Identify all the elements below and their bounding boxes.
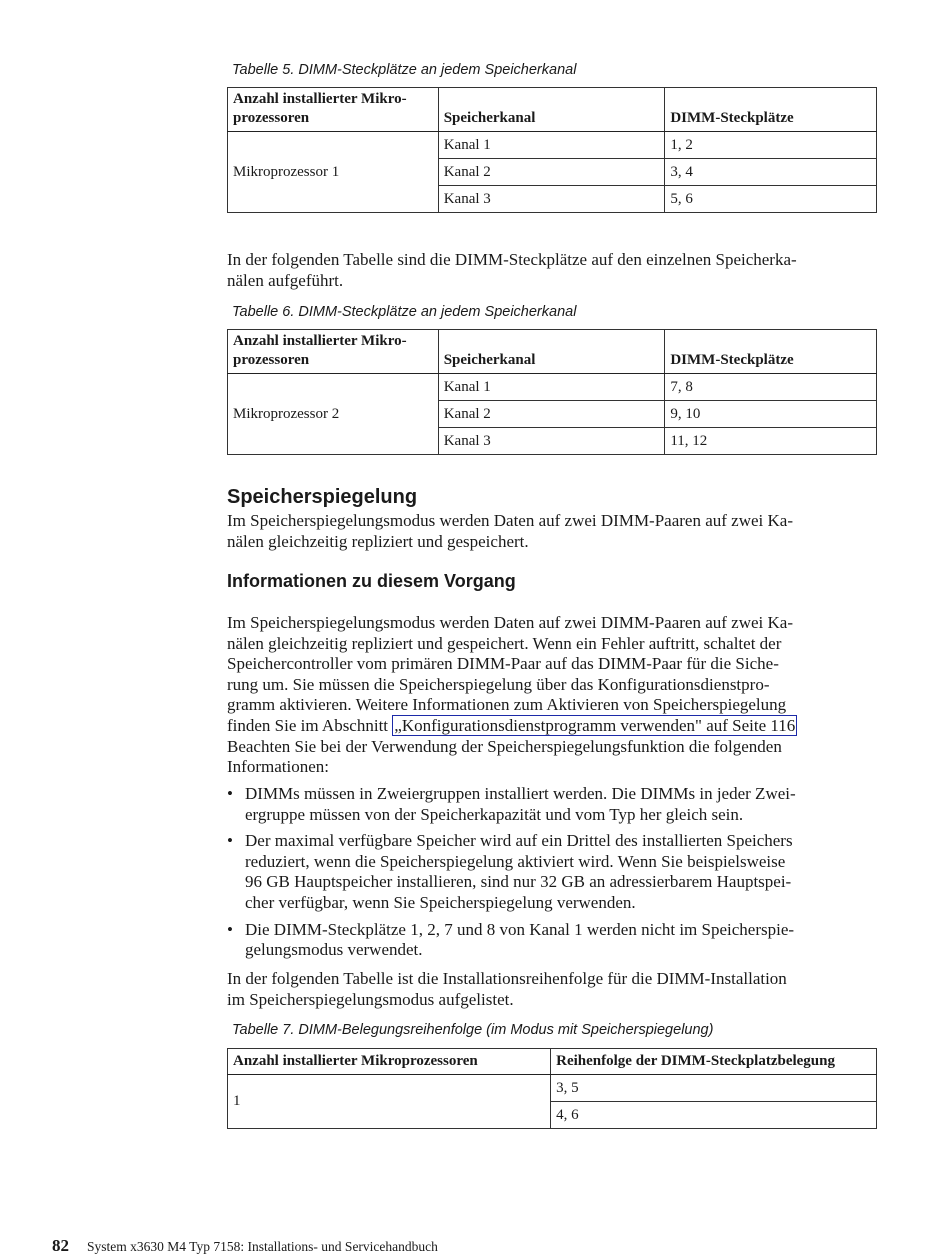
config-utility-link[interactable]: „Konfigurationsdienstprogramm verwenden" auf Seite 116 bbox=[394, 715, 796, 735]
body-text-before-link: Im Speicherspiegelungsmodus werden Daten auf zwei DIMM-Paaren auf zwei Ka- nälen gleichzeitig repliziert und gespeichert. Wenn ein Fehler auftritt, schaltet der Speichercontroller vom primären DIMM-Paar auf das DIMM-Paar für die Siche- rung um. Sie müssen die Speicherspiegelung über das Konfigurationsdienstpro- gramm aktivieren. Weitere Informationen zum Aktivieren von Speicherspiegelung finden Sie im Abschnitt bbox=[227, 613, 793, 735]
page-footer bbox=[52, 1236, 438, 1256]
table5-channel-cell: Kanal 1 bbox=[438, 132, 665, 159]
table-row bbox=[228, 374, 877, 401]
subsection-heading: Informationen zu diesem Vorgang bbox=[227, 571, 516, 591]
table5-header-processors: Anzahl installierter Mikro- prozessoren bbox=[228, 88, 439, 132]
page-number: 82 bbox=[52, 1236, 69, 1255]
subsection-body bbox=[227, 613, 877, 778]
table6-caption: Tabelle 6. DIMM-Steckplätze an jedem Speicherkanal bbox=[232, 304, 577, 320]
table5-processor-cell: Mikroprozessor 1 bbox=[228, 132, 439, 213]
table6-processor-cell: Mikroprozessor 2 bbox=[228, 374, 439, 455]
list-item bbox=[227, 831, 877, 913]
table6-slots-cell: 11, 12 bbox=[665, 428, 877, 455]
bullet-text: DIMMs müssen in Zweiergruppen installiert werden. Die DIMMs in jeder Zwei- ergruppe müssen von der Speicherkapazität und vom Typ her gleich sein. bbox=[245, 784, 796, 824]
table7-header-processors: Anzahl installierter Mikroprozessoren bbox=[228, 1049, 551, 1075]
table7 bbox=[227, 1048, 877, 1129]
table7-order-cell: 4, 6 bbox=[551, 1102, 877, 1129]
table6-channel-cell: Kanal 2 bbox=[438, 401, 665, 428]
bullet-icon: • bbox=[227, 919, 233, 939]
table6-slots-cell: 9, 10 bbox=[665, 401, 877, 428]
table-row bbox=[228, 1075, 877, 1102]
table6-channel-cell: Kanal 1 bbox=[438, 374, 665, 401]
table5-slots-cell: 3, 4 bbox=[665, 159, 877, 186]
table5-header-channel: Speicherkanal bbox=[438, 88, 665, 132]
body-text-after-link: Beachten Sie bei der Verwendung der Speicherspiegelungsfunktion die folgenden Informationen: bbox=[227, 736, 782, 777]
bullet-text: Der maximal verfügbare Speicher wird auf ein Drittel des installierten Speichers reduziert, wenn die Speicherspiegelung aktiviert wird. Wenn Sie beispielsweise 96 GB Hauptspeicher installieren, sind nur 32 GB an adressierbarem Hauptspei- cher verfügbar, wenn Sie Speicherspiegelung verwenden. bbox=[245, 831, 793, 912]
table6-channel-cell: Kanal 3 bbox=[438, 428, 665, 455]
list-item bbox=[227, 920, 877, 961]
table6-header-slots: DIMM-Steckplätze bbox=[665, 330, 877, 374]
bullet-icon: • bbox=[227, 831, 233, 851]
table7-caption: Tabelle 7. DIMM-Belegungsreihenfolge (im Modus mit Speicherspiegelung) bbox=[232, 1022, 714, 1038]
table6-header-channel: Speicherkanal bbox=[438, 330, 665, 374]
table5-slots-cell: 5, 6 bbox=[665, 186, 877, 213]
table7-processors-cell: 1 bbox=[228, 1075, 551, 1129]
table7-header-order: Reihenfolge der DIMM-Steckplatzbelegung bbox=[551, 1049, 877, 1075]
table5-slots-cell: 1, 2 bbox=[665, 132, 877, 159]
table5 bbox=[227, 87, 877, 213]
section-summary: Im Speicherspiegelungsmodus werden Daten auf zwei DIMM-Paaren auf zwei Ka- nälen gleichzeitig repliziert und gespeichert. bbox=[227, 511, 793, 551]
table-row bbox=[228, 132, 877, 159]
table6-header-processors: Anzahl installierter Mikro- prozessoren bbox=[228, 330, 439, 374]
list-item bbox=[227, 784, 877, 825]
table5-channel-cell: Kanal 3 bbox=[438, 186, 665, 213]
table6 bbox=[227, 329, 877, 455]
bullet-icon: • bbox=[227, 784, 233, 803]
table5-caption: Tabelle 5. DIMM-Steckplätze an jedem Speicherkanal bbox=[232, 62, 577, 78]
table5-channel-cell: Kanal 2 bbox=[438, 159, 665, 186]
section-heading: Speicherspiegelung bbox=[227, 486, 418, 508]
bullet-text: Die DIMM-Steckplätze 1, 2, 7 und 8 von Kanal 1 werden nicht im Speicherspie- gelungsmodus verwendet. bbox=[245, 919, 795, 960]
table6-slots-cell: 7, 8 bbox=[665, 374, 877, 401]
footer-title: System x3630 M4 Typ 7158: Installations- und Servicehandbuch bbox=[87, 1239, 438, 1254]
bullet-list bbox=[227, 784, 877, 967]
table7-order-cell: 3, 5 bbox=[551, 1075, 877, 1102]
table6-intro-text: In der folgenden Tabelle sind die DIMM-Steckplätze auf den einzelnen Speicherka- nälen aufgeführt. bbox=[227, 250, 797, 290]
table7-intro-text: In der folgenden Tabelle ist die Installationsreihenfolge für die DIMM-Installation im Speicherspiegelungsmodus aufgelistet. bbox=[227, 969, 787, 1009]
table5-header-slots: DIMM-Steckplätze bbox=[665, 88, 877, 132]
